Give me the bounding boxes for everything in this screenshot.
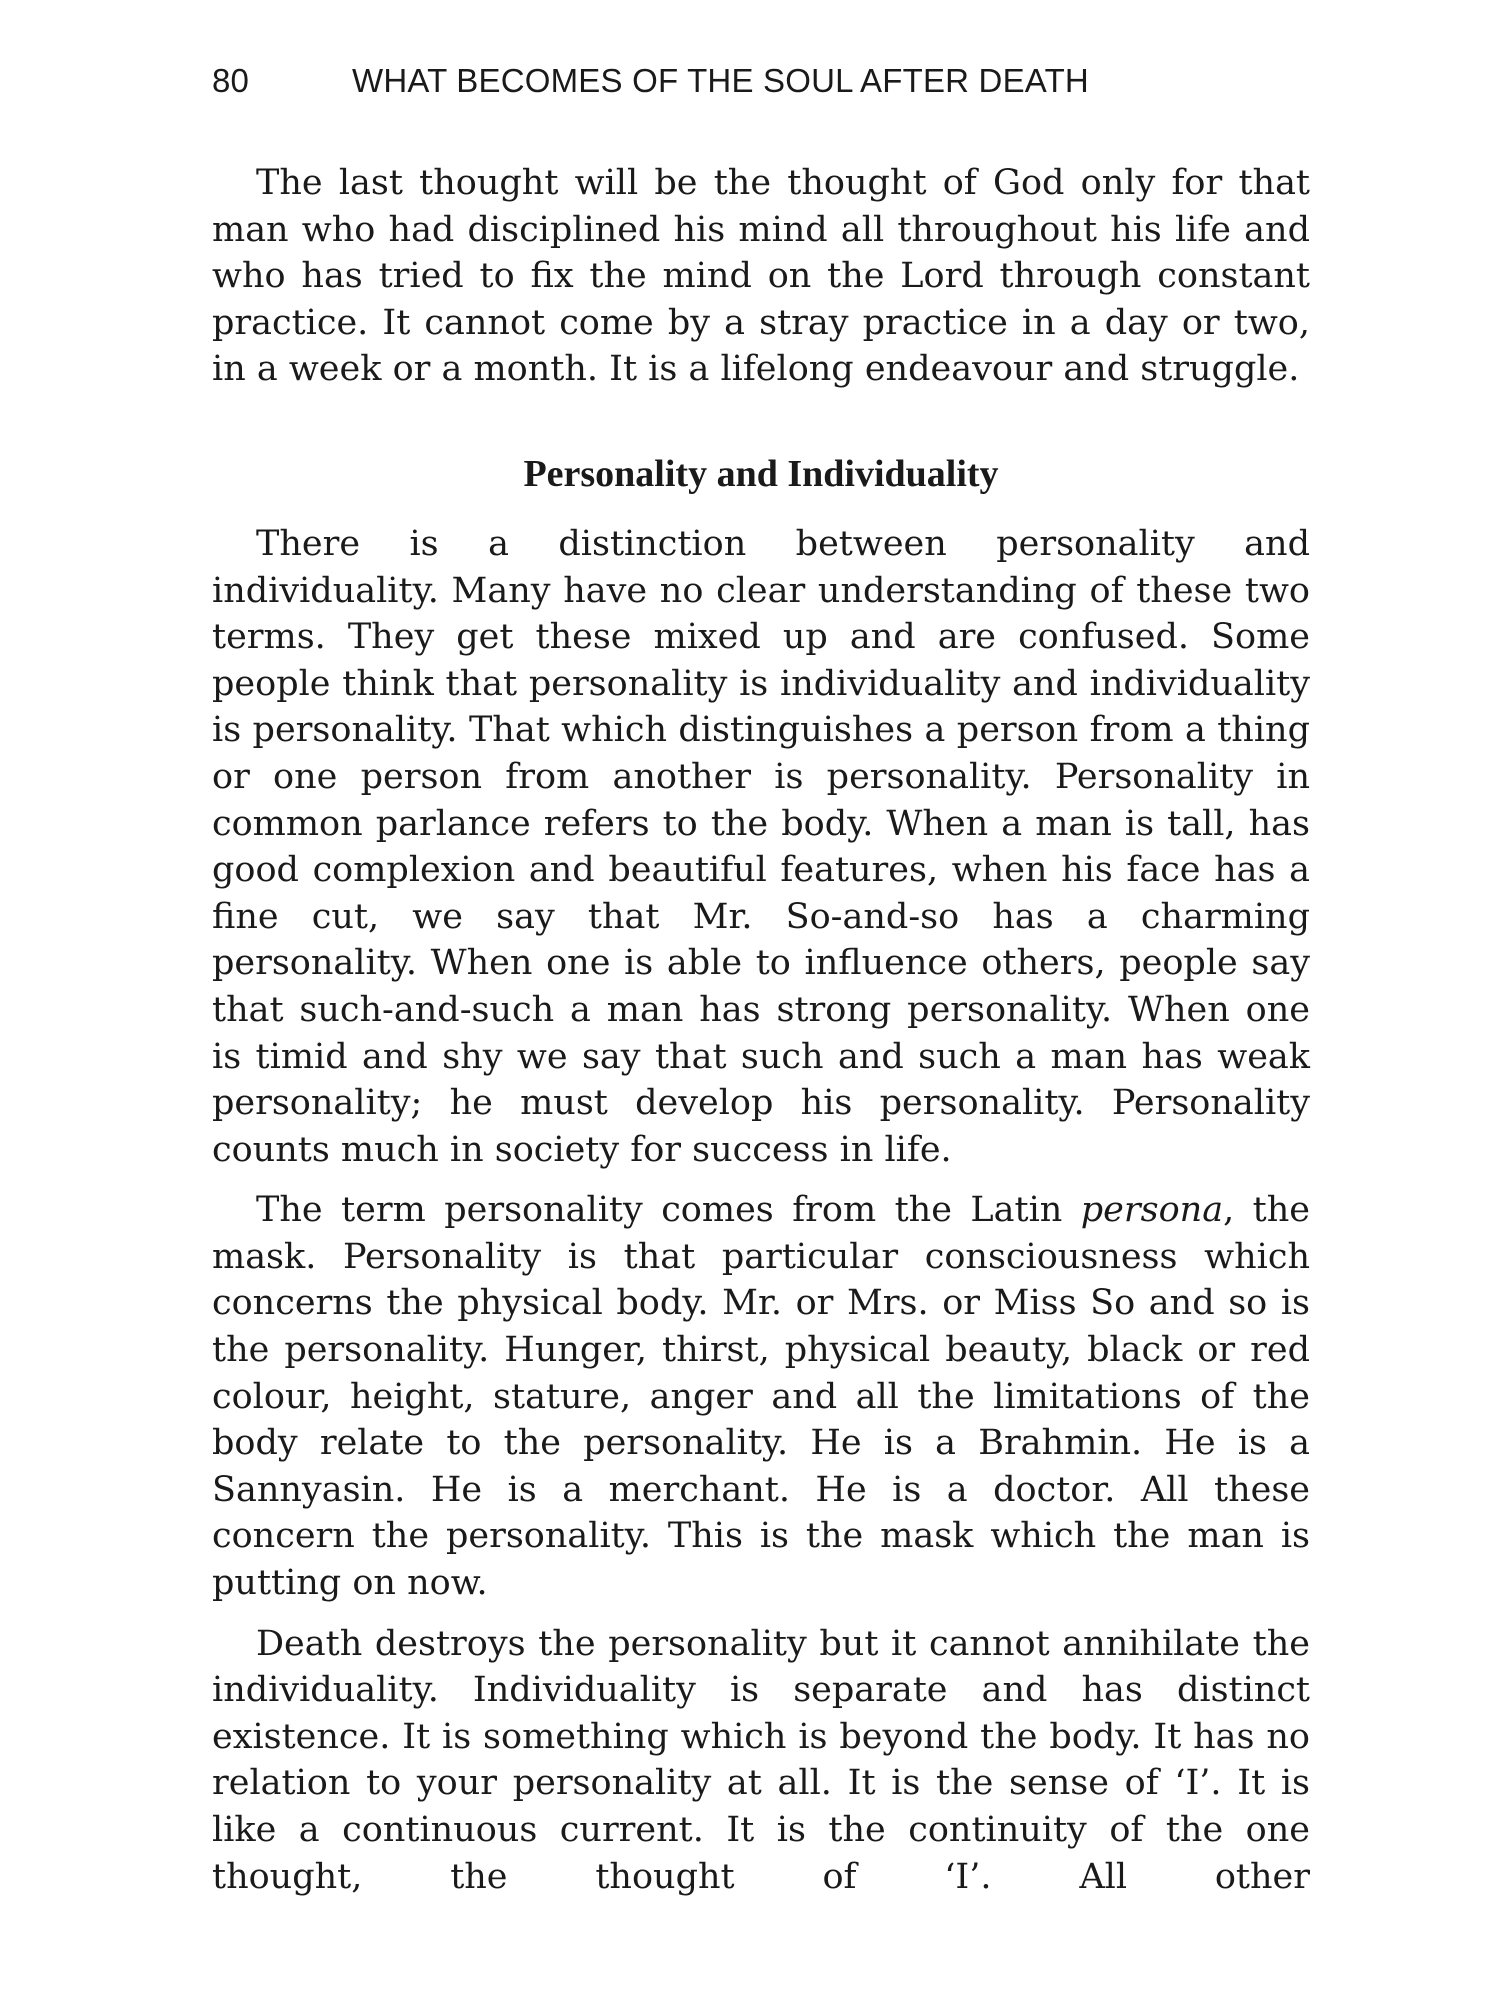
page-number: 80 (212, 62, 250, 99)
paragraph-distinction: There is a distinction between personality and individuality. Many have no clear understanding of these two terms. They get these mixed up and are confused. Some people think that personality is individuality and individuality is personality. That which distinguishes a person from a thing or one person from another is personality. Personality in common parlance refers to the body. When a man is tall, has good complexion and beautiful features, when his face has a fine cut, we say that Mr. So-and-so has a charming personality. When one is able to influence others, people say that such-and-such a man has strong personality. When one is timid and shy we say that such and such a man has weak personality; he must develop his personality. Personality counts much in society for success in life. (212, 523, 1310, 1170)
section-heading: Personality and Individuality (523, 452, 999, 495)
paragraph-persona (212, 1187, 1310, 1606)
persona-italic-term: persona (1080, 1190, 1224, 1231)
paragraph-last-thought: The last thought will be the thought of God only for that man who had disciplined his mind all throughout his life and who has tried to fix the mind on the Lord through constant practice. It cannot come by a stray practice in a day or two, in a week or a month. It is a lifelong endeavour and struggle. (212, 163, 1310, 390)
body-text (212, 160, 1310, 1900)
persona-text-after: , the mask. Personality is that particular consciousness which concerns the physical body. Mr. or Mrs. or Miss So and so is the personality. Hunger, thirst, physical beauty, black or red colour, height, stature, anger and all the limitations of the body relate to the personality. He is a Brahmin. He is a Sannyasin. He is a merchant. He is a doctor. All these concern the personality. This is the mask which the man is putting on now. (212, 1190, 1310, 1604)
book-page (212, 62, 1310, 1914)
running-title: WHAT BECOMES OF THE SOUL AFTER DEATH (352, 62, 1089, 99)
paragraph-death: Death destroys the personality but it cannot annihilate the individuality. Individuality is separate and has distinct existence. It is something which is beyond the body. It has no relation to your personality at all. It is the sense of ‘I’. It is like a continuous current. It is the continuity of the one thought, the thought of ‘I’. All other (212, 1623, 1310, 1897)
running-head (212, 62, 1310, 112)
persona-text-before: The term personality comes from the Latin (256, 1190, 1081, 1231)
